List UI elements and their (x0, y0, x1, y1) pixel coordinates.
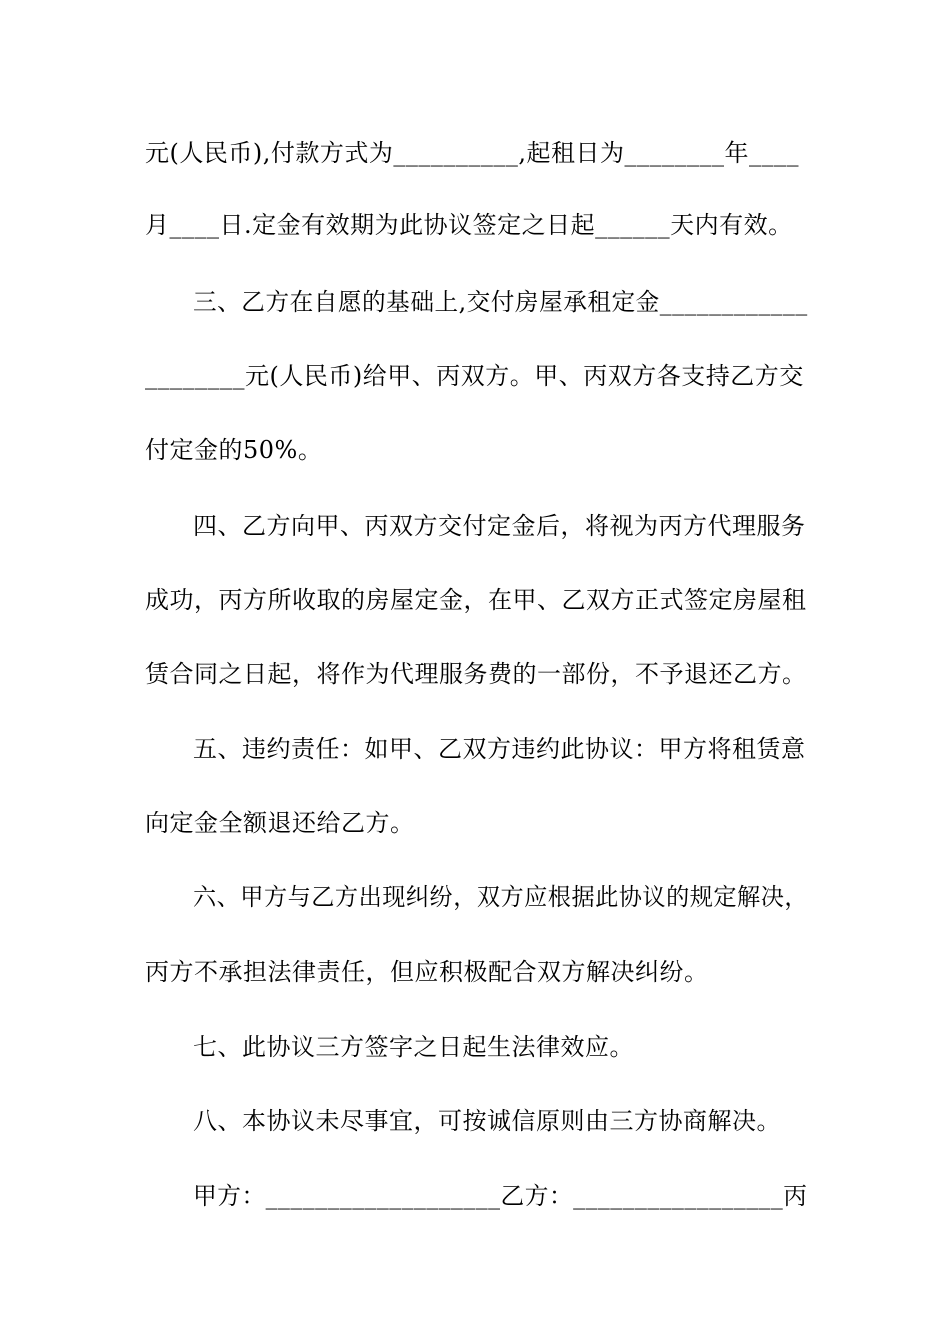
signature-line: 甲方：___________________乙方：_________________丙 (193, 1182, 808, 1210)
clause-4-line-2: 成功，丙方所收取的房屋定金，在甲、乙双方正式签定房屋租 (145, 586, 807, 614)
clause-4-line-3: 赁合同之日起，将作为代理服务费的一部份，不予退还乙方。 (145, 660, 807, 688)
clause-3-line-1: 三、乙方在自愿的基础上,交付房屋承租定金____________ (193, 288, 808, 316)
text-line-2: 月____日.定金有效期为此协议签定之日起______天内有效。 (145, 211, 793, 239)
text-line-1: 元(人民币),付款方式为__________,起租日为________年____ (145, 139, 799, 167)
clause-6-line-1: 六、甲方与乙方出现纠纷，双方应根据此协议的规定解决， (193, 883, 808, 911)
clause-7-line: 七、此协议三方签字之日起生法律效应。 (193, 1033, 634, 1061)
clause-5-line-1: 五、违约责任：如甲、乙双方违约此协议：甲方将租赁意 (193, 735, 806, 763)
clause-8-line: 八、本协议未尽事宜，可按诚信原则由三方协商解决。 (193, 1107, 781, 1135)
clause-5-line-2: 向定金全额退还给乙方。 (145, 809, 415, 837)
clause-3-line-2: ________元(人民币)给甲、丙双方。甲、丙双方各支持乙方交 (145, 362, 804, 390)
clause-3-line-3: 付定金的50%。 (145, 436, 323, 464)
clause-6-line-2: 丙方不承担法律责任，但应积极配合双方解决纠纷。 (145, 958, 709, 986)
clause-4-line-1: 四、乙方向甲、丙双方交付定金后，将视为丙方代理服务 (193, 512, 806, 540)
